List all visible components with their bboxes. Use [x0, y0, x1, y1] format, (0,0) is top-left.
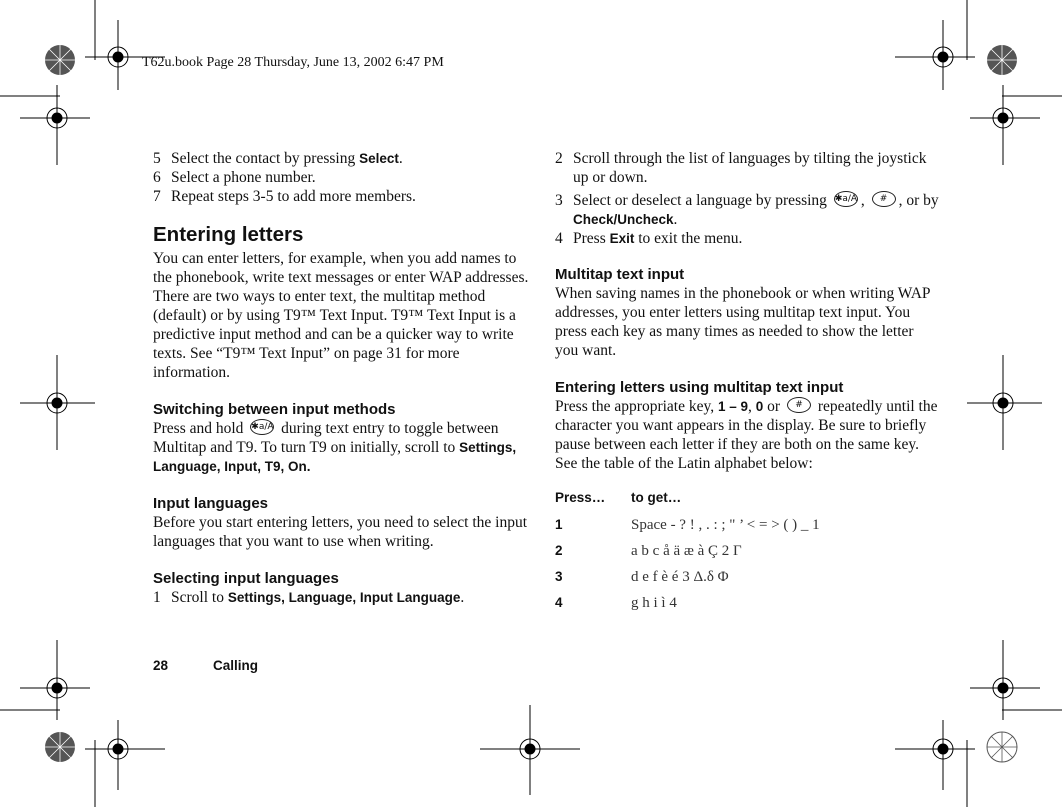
step-3 — [555, 191, 940, 229]
input-languages-body: Before you start entering letters, you need to select the input languages that you want to use when writing. — [153, 514, 528, 550]
subheading-selecting-languages: Selecting input languages — [153, 570, 339, 587]
text: or — [767, 398, 781, 415]
table-key: 2 — [555, 543, 563, 558]
subheading-multitap: Multitap text input — [555, 266, 685, 283]
step-text: Repeat steps 3-5 to add more members. — [171, 188, 416, 205]
step-1 — [153, 588, 538, 607]
text: to exit the menu. — [634, 230, 743, 247]
registration-mark — [20, 355, 95, 450]
section-title-entering-letters: Entering letters — [153, 223, 304, 246]
punct: , — [748, 398, 752, 415]
punct: . — [460, 589, 465, 606]
table-chars: Space - ? ! , . : ; " ’ < = > ( ) _ 1 — [631, 517, 820, 533]
table-row — [555, 515, 940, 535]
table-key: 4 — [555, 595, 563, 610]
text: repeatedly until the character you want appears in the display. Be sure to briefly pause between each letter if they are both on the same key. See the table of the Latin alphabet below: — [555, 398, 938, 472]
table-header — [555, 488, 940, 507]
step-text: Select a phone number. — [171, 169, 316, 186]
page-number: 28 — [153, 658, 169, 673]
registration-mark — [895, 0, 975, 90]
menu-path: Settings, Language, Input, T9, On. — [153, 440, 517, 474]
corner-target — [45, 732, 75, 762]
text: during text entry to toggle between Multitap and T9. To turn T9 on initially, scroll to — [153, 420, 499, 456]
table-chars: d e f è é 3 Δ.δ Φ — [631, 569, 729, 585]
corner-target — [987, 45, 1017, 75]
step-number: 5 — [153, 150, 161, 167]
corner-target — [45, 45, 75, 75]
column-header: to get… — [631, 490, 682, 505]
step-number: 1 — [153, 589, 161, 606]
table-key: 1 — [555, 517, 563, 532]
exit-key-label: Exit — [609, 231, 635, 246]
entering-letters-body: You can enter letters, for example, when you add names to the phonebook, write text messages or enter WAP addresses. There are two ways to enter text, the multitap method (default) or by using T9™ Text Input. T9™ Text Input is a predictive input method and can be a quicker way to write texts. See “T9™ Text Input” on page 31 for more information. — [153, 250, 529, 381]
step-number: 4 — [555, 230, 563, 247]
switching-methods-body — [153, 419, 538, 476]
step-7 — [153, 187, 538, 206]
footer-section: Calling — [213, 658, 259, 673]
column-header: Press… — [555, 490, 606, 505]
menu-path: Check/Uncheck — [573, 212, 674, 227]
registration-mark — [970, 640, 1062, 720]
text: , or by — [898, 192, 939, 209]
registration-mark — [895, 720, 975, 807]
hash-key-icon: # — [872, 191, 896, 207]
left-column — [153, 149, 538, 607]
text: Scroll to — [171, 589, 228, 606]
step-number: 6 — [153, 169, 161, 186]
registration-mark — [480, 705, 580, 795]
registration-mark — [0, 85, 90, 165]
text: Select or deselect a language by pressing — [573, 192, 827, 209]
table-chars: a b c å ä æ à Ç 2 Γ — [631, 543, 742, 559]
table-key: 3 — [555, 569, 563, 584]
step-6 — [153, 168, 538, 187]
step-number: 7 — [153, 188, 161, 205]
menu-path: Settings, Language, Input Language — [227, 590, 461, 605]
key-zero: 0 — [755, 399, 764, 414]
step-5 — [153, 149, 538, 168]
key-range: 1 – 9 — [718, 399, 749, 414]
star-key-icon: ✱a/A — [834, 191, 858, 207]
select-key-label: Select — [359, 151, 399, 166]
corner-target — [987, 732, 1017, 762]
table-row — [555, 567, 940, 587]
text: Press the appropriate key, — [555, 398, 715, 415]
punct: . — [673, 211, 678, 228]
subheading-switching-methods: Switching between input methods — [153, 401, 396, 418]
step-text: Select the contact by pressing — [171, 150, 360, 167]
registration-mark — [967, 355, 1042, 450]
right-column — [555, 149, 940, 613]
step-4 — [555, 229, 940, 248]
registration-mark — [970, 85, 1062, 165]
star-key-icon: ✱a/A — [250, 419, 274, 435]
entering-multitap-body — [555, 397, 940, 473]
step-2 — [555, 149, 940, 187]
table-chars: g h i ì 4 — [631, 595, 677, 611]
subheading-entering-multitap: Entering letters using multitap text input — [555, 379, 844, 396]
hash-key-icon: # — [787, 397, 811, 413]
registration-mark — [0, 640, 90, 720]
table-row — [555, 541, 940, 561]
text: Press — [573, 230, 610, 247]
multitap-body: When saving names in the phonebook or when writing WAP addresses, you enter letters using multitap text input. You press each key as many times as needed to show the letter you want. — [555, 285, 930, 359]
print-header: T62u.book Page 28 Thursday, June 13, 2002 6:47 PM — [142, 55, 444, 70]
subheading-input-languages: Input languages — [153, 495, 269, 512]
step-number: 3 — [555, 192, 563, 209]
registration-mark — [85, 0, 165, 90]
step-number: 2 — [555, 150, 563, 167]
step-text: Scroll through the list of languages by tilting the joystick up or down. — [573, 150, 927, 186]
table-row — [555, 593, 940, 613]
punct: , — [860, 192, 865, 209]
text: Press and hold — [153, 420, 244, 437]
latin-alphabet-table — [555, 488, 940, 613]
punct: . — [398, 150, 403, 167]
registration-mark — [85, 720, 165, 807]
